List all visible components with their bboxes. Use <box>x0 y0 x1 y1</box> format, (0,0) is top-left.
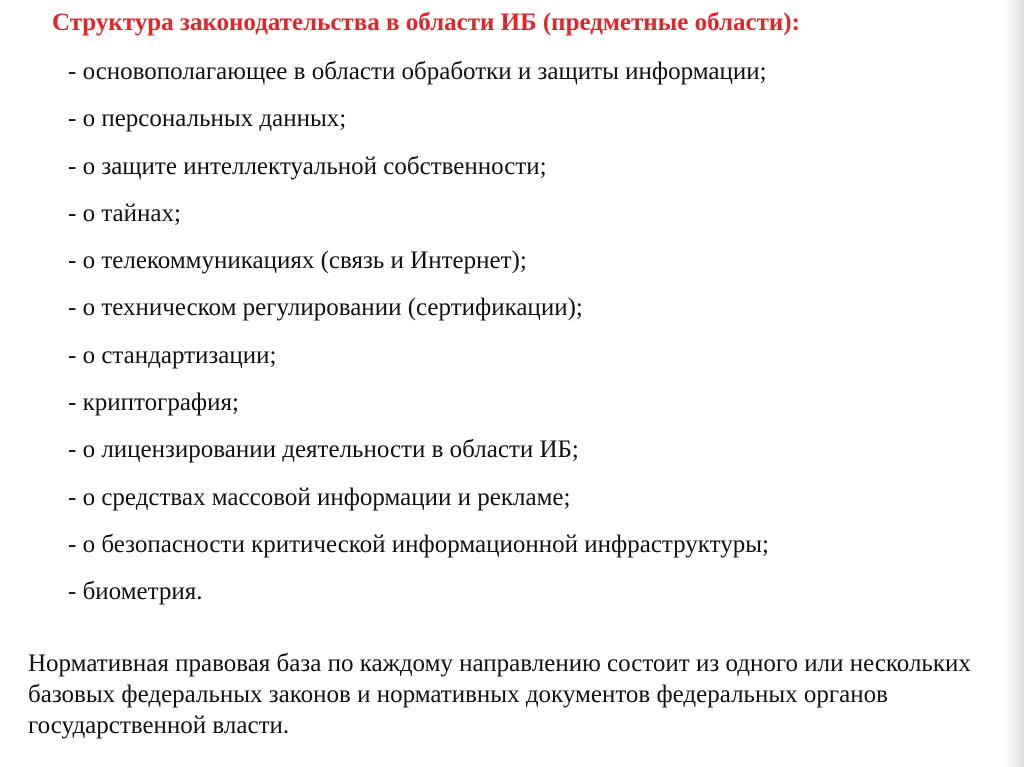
list-item: - о тайнах; <box>68 199 181 227</box>
list-item: - о лицензировании деятельности в области ИБ; <box>68 436 579 464</box>
list-item: - о средствах массовой информации и рекламе; <box>68 483 571 511</box>
list-item: - о безопасности критической информационной инфраструктуры; <box>68 530 769 558</box>
subject-areas-list <box>68 58 769 626</box>
list-item: - о стандартизации; <box>68 341 277 369</box>
list-item: - криптография; <box>68 389 239 417</box>
list-item: - о защите интеллектуальной собственности; <box>68 152 547 180</box>
slide-title: Структура законодательства в области ИБ (предметные области): <box>52 9 800 36</box>
page-edge-shadow <box>1002 0 1024 767</box>
list-item: - о персональных данных; <box>68 105 347 133</box>
summary-paragraph: Нормативная правовая база по каждому направлению состоит из одного или нескольких базовых федеральных законов и нормативных документов федеральных органов государственной власти. <box>28 650 971 739</box>
list-item: - о техническом регулировании (сертификации); <box>68 294 583 322</box>
list-item: - биометрия. <box>68 578 203 606</box>
list-item: - основополагающее в области обработки и защиты информации; <box>68 58 767 85</box>
list-item: - о телекоммуникациях (связь и Интернет); <box>68 247 527 275</box>
